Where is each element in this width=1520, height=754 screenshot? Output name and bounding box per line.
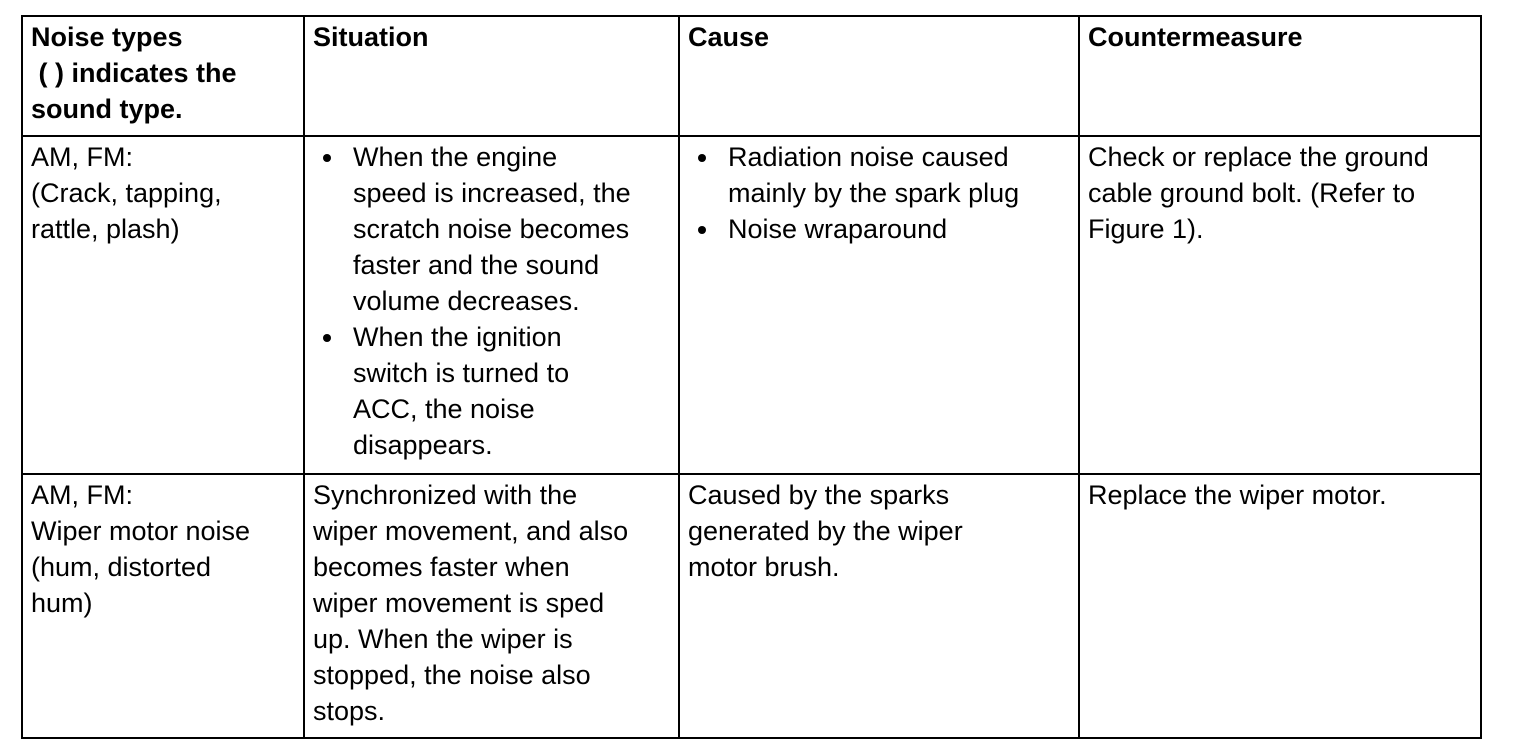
cell-line: stops. [313,696,386,726]
cause-bullet [688,211,1072,247]
table-row [22,136,1481,474]
cell-line: AM, FM: [31,480,133,510]
countermeasure-cell [1079,474,1481,738]
noise-type-cell [22,136,304,474]
header-countermeasure [1079,16,1481,136]
situation-bullet [313,319,672,463]
cell-line: Replace the wiper motor. [1088,480,1387,510]
cell-line: speed is increased, the [353,178,631,208]
situation-cell [304,136,679,474]
cell-line: When the ignition [353,322,562,352]
cell-line: ACC, the noise [353,394,535,424]
cell-line: Wiper motor noise [31,516,251,546]
header-situation [304,16,679,136]
header-line: Situation [313,22,429,52]
header-row [22,16,1481,136]
header-line: Noise types [31,22,183,52]
cell-line: faster and the sound [353,250,600,280]
cell-line: motor brush. [688,552,840,582]
header-line: ( ) indicates the [31,58,237,88]
header-line: sound type. [31,94,183,124]
cell-line: Synchronized with the [313,480,578,510]
cell-line: becomes faster when [313,552,570,582]
cell-line: switch is turned to [353,358,570,388]
cell-line: stopped, the noise also [313,660,591,690]
cell-line: disappears. [353,430,493,460]
cell-line: rattle, plash) [31,214,180,244]
situation-cell [304,474,679,738]
cell-line: (Crack, tapping, [31,178,222,208]
cell-line: generated by the wiper [688,516,963,546]
cell-line: Figure 1). [1088,214,1204,244]
cause-cell [679,136,1079,474]
situation-bullet-list [313,139,672,463]
header-line: Cause [688,22,770,52]
cause-bullet [688,139,1072,211]
header-line: Countermeasure [1088,22,1303,52]
cell-line: wiper movement is sped [313,588,605,618]
cell-line: hum) [31,588,93,618]
cell-line: Radiation noise caused [728,142,1009,172]
cell-line: AM, FM: [31,142,133,172]
cell-line: wiper movement, and also [313,516,629,546]
cell-line: mainly by the spark plug [728,178,1020,208]
noise-type-cell [22,474,304,738]
countermeasure-cell [1079,136,1481,474]
cell-line: volume decreases. [353,286,580,316]
header-noise-types [22,16,304,136]
table-row [22,474,1481,738]
cell-line: up. When the wiper is [313,624,573,654]
header-cause [679,16,1079,136]
noise-troubleshooting-table [21,15,1482,739]
cell-line: (hum, distorted [31,552,212,582]
cell-line: Caused by the sparks [688,480,950,510]
cell-line: scratch noise becomes [353,214,630,244]
cell-line: Check or replace the ground [1088,142,1429,172]
cause-bullet-list [688,139,1072,247]
cell-line: When the engine [353,142,558,172]
cell-line: cable ground bolt. (Refer to [1088,178,1416,208]
cell-line: Noise wraparound [728,214,948,244]
situation-bullet [313,139,672,319]
cause-cell [679,474,1079,738]
